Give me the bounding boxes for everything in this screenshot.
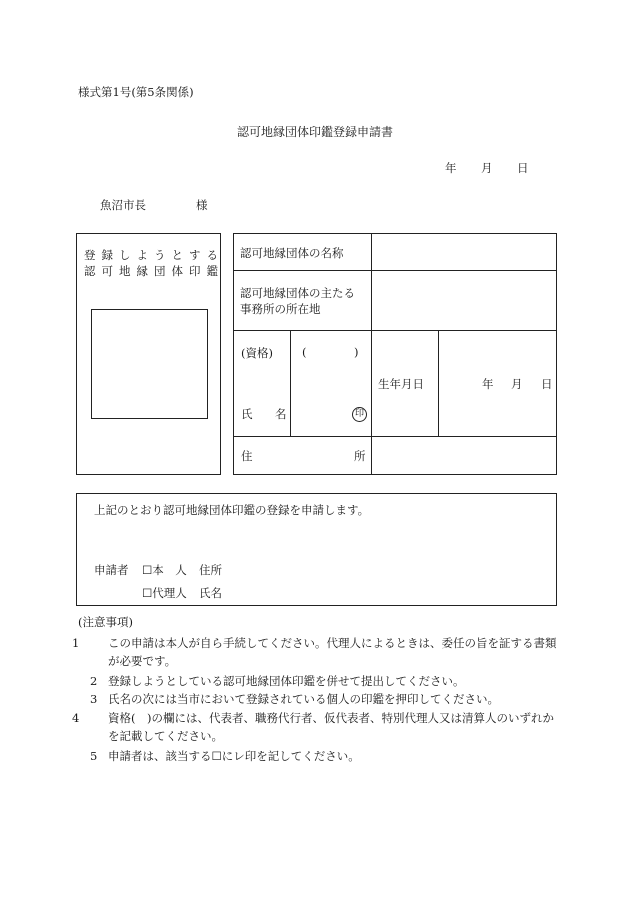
date-year: 年	[445, 161, 457, 175]
application-box	[76, 493, 557, 606]
name-field[interactable]	[295, 380, 345, 430]
birthdate-label: 生年月日	[378, 377, 424, 391]
note-item-5: 5 申請者は、該当する☐にレ印を記してください。	[90, 749, 360, 763]
note-item-3: 3 氏名の次には当市において登録されている個人の印鑑を押印してください。	[90, 692, 499, 706]
qualification-label: (資格)	[241, 346, 273, 360]
qualification-field[interactable]	[310, 340, 350, 362]
office-label-line2: 事務所の所在地	[240, 302, 321, 316]
page-title: 認可地縁団体印鑑登録申請書	[237, 125, 394, 139]
note-item-2: 2 登録しようとしている認可地縁団体印鑑を併せて提出してください。	[90, 674, 465, 688]
addressee-honorific: 様	[196, 198, 208, 212]
birthdate-field[interactable]	[442, 340, 552, 430]
birth-day: 日	[541, 377, 553, 391]
applicant-name-label: 氏名	[199, 586, 222, 600]
birth-year: 年	[482, 377, 494, 391]
applicant-label: 申請者	[94, 563, 129, 577]
seal-box-label-line1: 登録しようとする	[84, 248, 224, 262]
org-name-field[interactable]	[375, 236, 553, 266]
org-name-label: 認可地縁団体の名称	[240, 246, 344, 260]
addressee-name: 魚沼市長	[100, 198, 146, 212]
notes-heading: (注意事項)	[78, 615, 133, 629]
option-self[interactable]: ☐本 人	[142, 563, 187, 577]
qualification-paren-open: (	[302, 345, 307, 359]
name-label-first: 氏	[241, 407, 253, 421]
applicant-address-label: 住所	[199, 563, 222, 577]
option-agent[interactable]: ☐代理人	[142, 586, 187, 600]
qualification-paren-close: )	[354, 345, 359, 359]
address-field[interactable]	[375, 440, 553, 471]
birth-month: 月	[511, 377, 523, 391]
date-month: 月	[481, 161, 493, 175]
application-statement: 上記のとおり認可地縁団体印鑑の登録を申請します。	[94, 503, 370, 517]
note-item-1: 1 この申請は本人が自ら手続してください。代理人によるときは、委任の旨を証する書類が必要です。	[72, 636, 557, 668]
note-item-4: 4 資格( )の欄には、代表者、職務代行者、仮代表者、特別代理人又は清算人のいずれかを記載してください。	[72, 711, 554, 743]
personal-seal-mark	[352, 405, 367, 422]
date-day: 日	[517, 161, 529, 175]
name-label-second: 名	[275, 407, 287, 421]
address-label-second: 所	[354, 449, 366, 463]
form-number: 様式第1号(第5条関係)	[78, 85, 194, 99]
address-label-first: 住	[241, 449, 253, 463]
office-address-field[interactable]	[375, 274, 553, 326]
seal-box-label-line2: 認可地縁団体印鑑	[84, 264, 224, 278]
seal-imprint-area[interactable]	[91, 309, 208, 419]
seal-registration-box	[76, 233, 224, 475]
office-label-line1: 認可地縁団体の主たる	[240, 286, 355, 300]
seal-char: 印	[352, 407, 367, 422]
